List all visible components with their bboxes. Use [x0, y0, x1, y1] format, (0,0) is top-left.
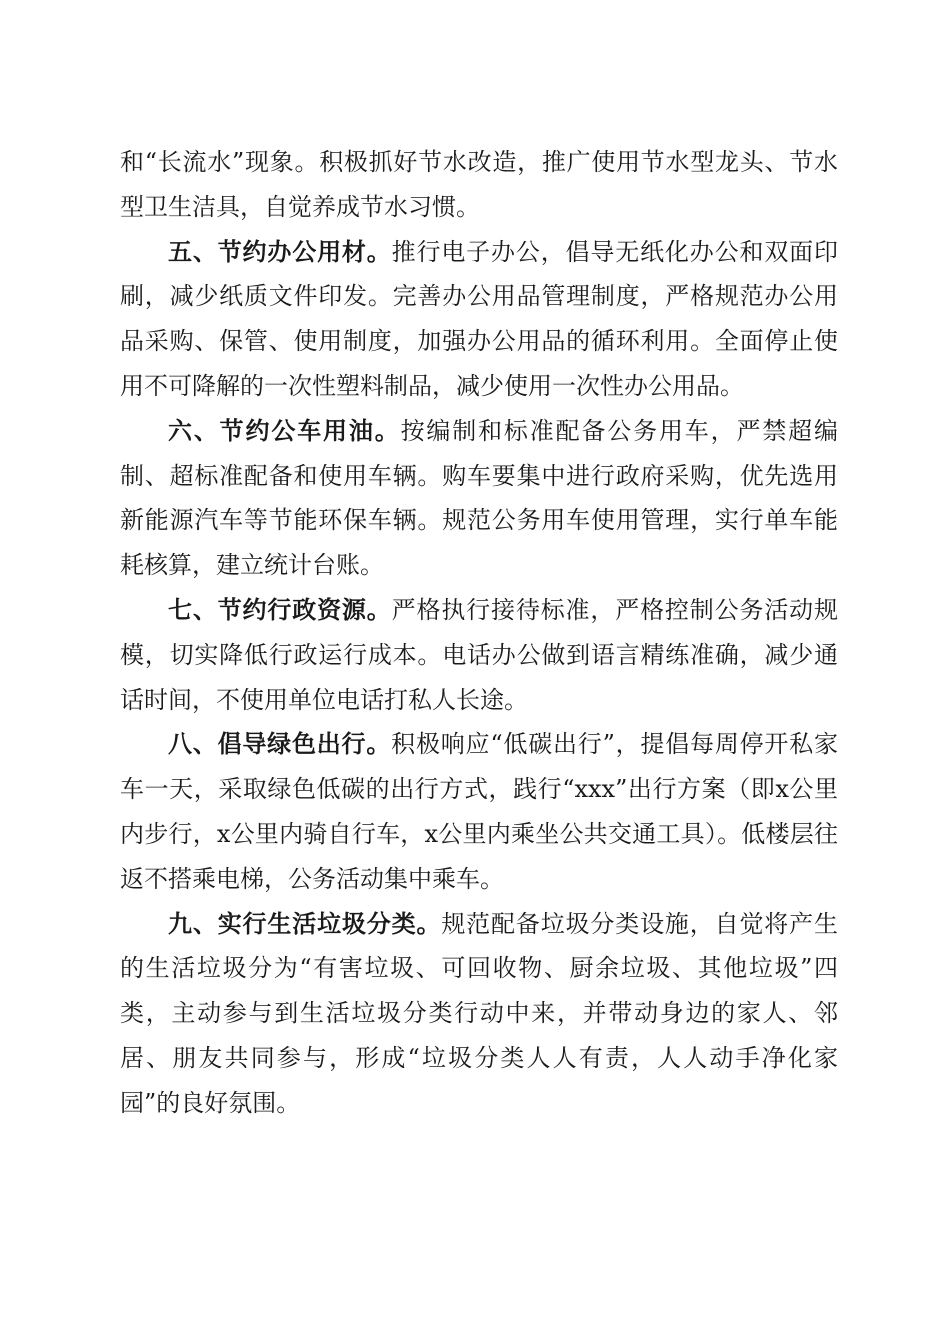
paragraph-office-supplies	[120, 230, 838, 409]
paragraph-heading: 七、节约行政资源。	[168, 595, 392, 624]
paragraph-water-saving	[120, 140, 838, 230]
paragraph-text: 和“长流水”现象。积极抓好节水改造，推广使用节水型龙头、节水型卫生洁具，自觉养成节水习惯。	[120, 148, 838, 221]
paragraph-text: 积极响应“低碳出行”，提倡每周停开私家车一天，采取绿色低碳的出行方式，践行“xxx”出行方案（即x公里内步行，x公里内骑自行车，x公里内乘坐公共交通工具）。低楼层往返不搭乘电梯，公务活动集中乘车。	[120, 730, 838, 893]
paragraph-heading: 六、节约公车用油。	[168, 416, 401, 445]
paragraph-green-travel	[120, 722, 838, 901]
document-body	[120, 140, 838, 1126]
paragraph-heading: 八、倡导绿色出行。	[168, 730, 392, 759]
paragraph-text: 严格执行接待标准，严格控制公务活动规模，切实降低行政运行成本。电话办公做到语言精练准确，减少通话时间，不使用单位电话打私人长途。	[120, 595, 839, 714]
paragraph-admin-resources	[120, 588, 838, 722]
paragraph-official-vehicles	[120, 409, 838, 588]
paragraph-text: 按编制和标准配备公务用车，严禁超编制、超标准配备和使用车辆。购车要集中进行政府采购，优先选用新能源汽车等节能环保车辆。规范公务用车使用管理，实行单车能耗核算，建立统计台账。	[120, 416, 839, 580]
paragraph-heading: 九、实行生活垃圾分类。	[168, 909, 442, 938]
paragraph-heading: 五、节约办公用材。	[168, 237, 392, 266]
paragraph-text: 推行电子办公，倡导无纸化办公和双面印刷，减少纸质文件印发。完善办公用品管理制度，严格规范办公用品采购、保管、使用制度，加强办公用品的循环利用。全面停止使用不可降解的一次性塑料制品，减少使用一次性办公用品。	[120, 237, 839, 400]
paragraph-text: 规范配备垃圾分类设施，自觉将产生的生活垃圾分为“有害垃圾、可回收物、厨余垃圾、其他垃圾”四类，主动参与到生活垃圾分类行动中来，并带动身边的家人、邻居、朋友共同参与，形成“垃圾分类人人有责，人人动手净化家园”的良好氛围。	[120, 909, 839, 1117]
paragraph-waste-sorting	[120, 902, 838, 1126]
